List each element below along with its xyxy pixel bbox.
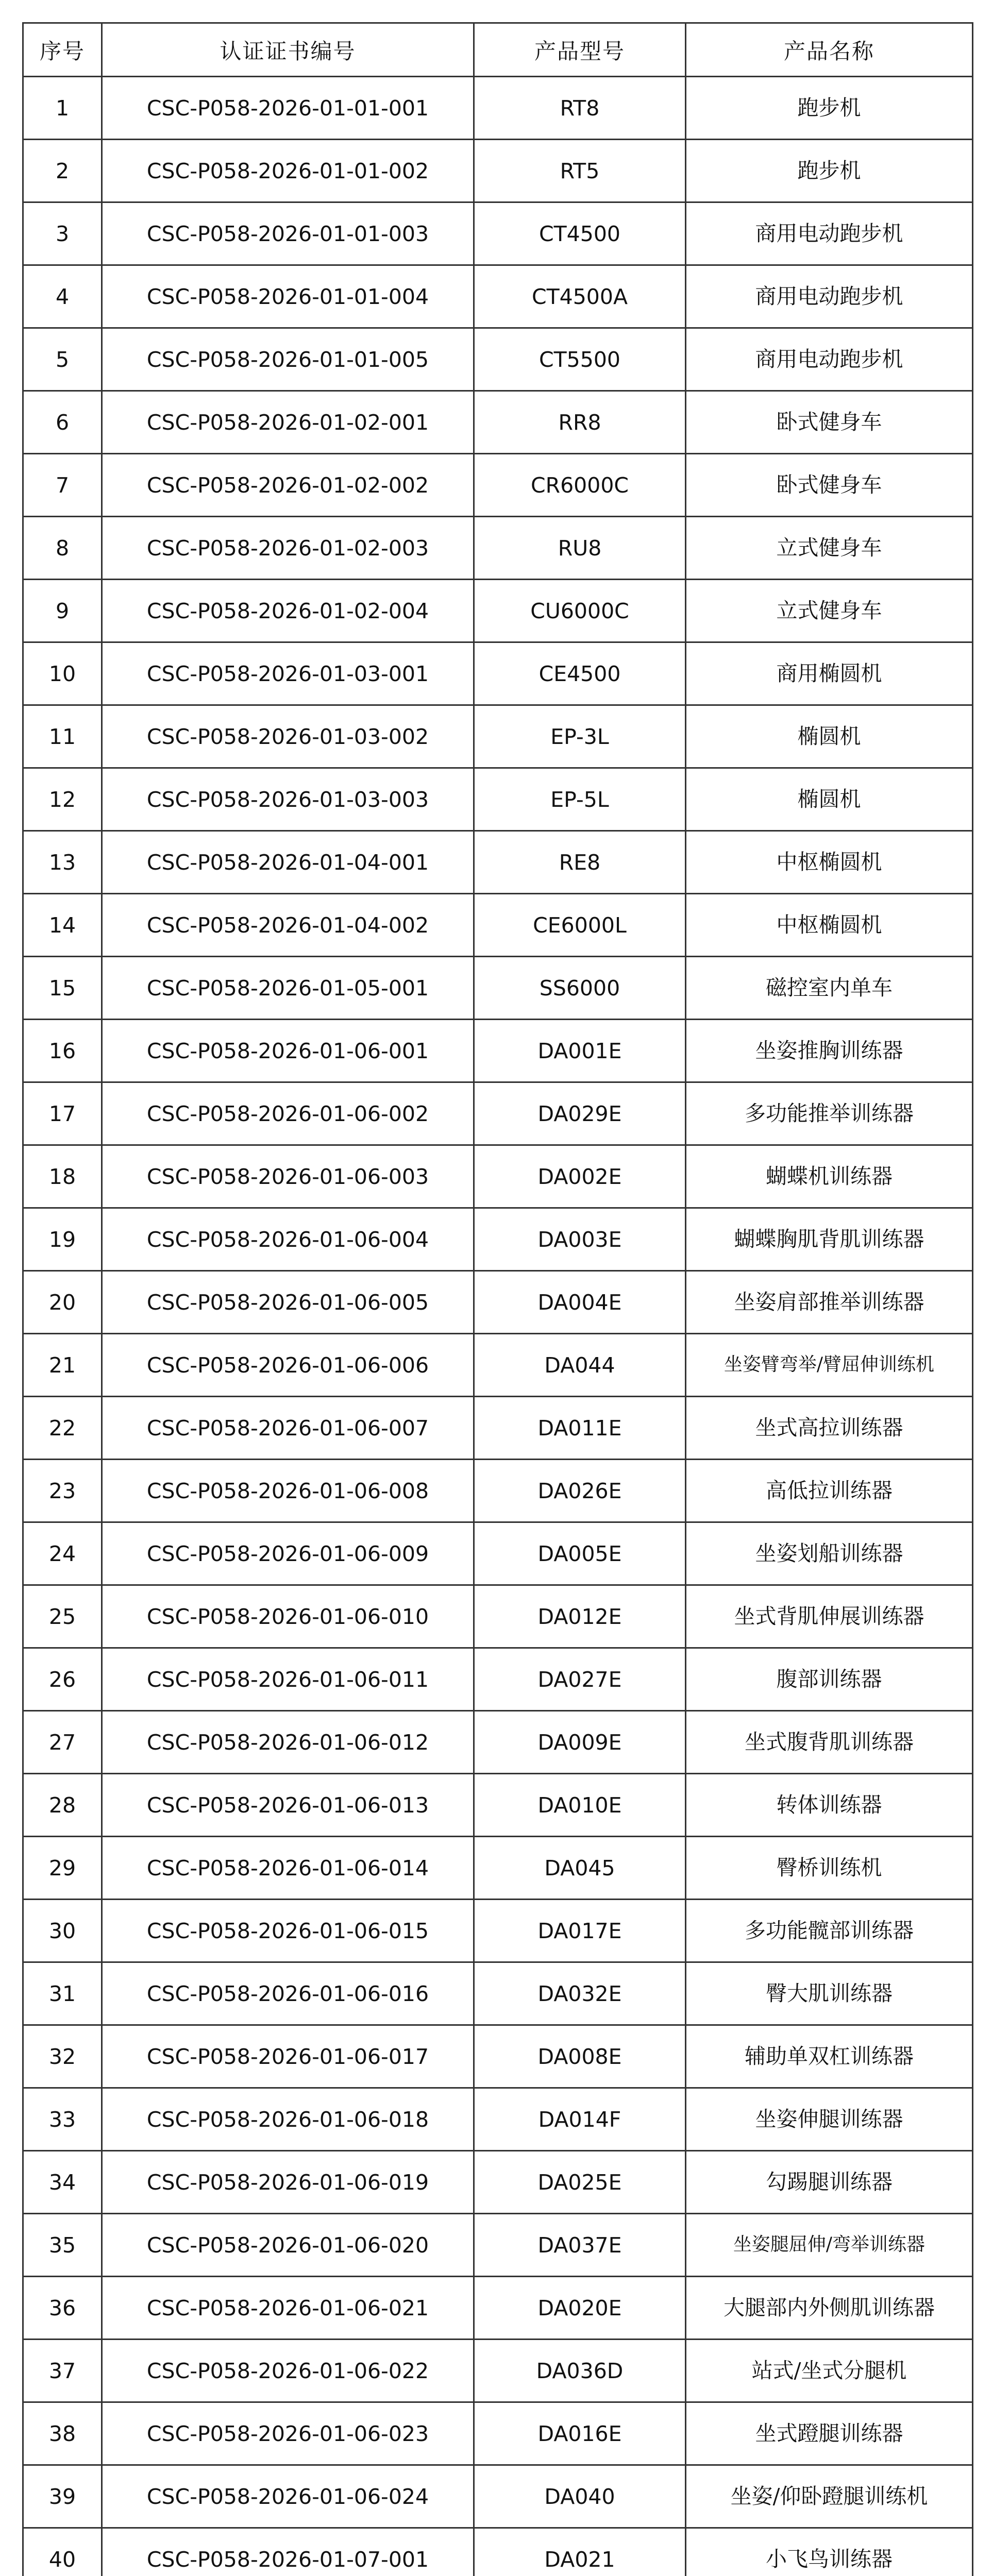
table-row	[23, 1460, 973, 1522]
cell-no: 34	[23, 2151, 102, 2214]
header-model: 产品型号	[474, 23, 686, 77]
cell-model: DA002E	[474, 1145, 686, 1208]
cell-name: 立式健身车	[686, 517, 973, 580]
cell-cert: CSC-P058-2026-01-01-005	[102, 328, 474, 391]
cell-cert: CSC-P058-2026-01-05-001	[102, 957, 474, 1020]
table-row	[23, 1648, 973, 1711]
table-row	[23, 2402, 973, 2465]
cell-name: 坐姿推胸训练器	[686, 1020, 973, 1082]
cell-cert: CSC-P058-2026-01-06-021	[102, 2277, 474, 2340]
table-row	[23, 202, 973, 265]
cell-no: 1	[23, 77, 102, 140]
cell-model: DA029E	[474, 1082, 686, 1145]
header-cert: 认证证书编号	[102, 23, 474, 77]
cell-name: 蝴蝶机训练器	[686, 1145, 973, 1208]
table-row	[23, 705, 973, 768]
table-row	[23, 140, 973, 202]
table-row	[23, 1082, 973, 1145]
table-row	[23, 1585, 973, 1648]
table-row	[23, 328, 973, 391]
cell-cert: CSC-P058-2026-01-02-002	[102, 454, 474, 517]
cell-name: 磁控室内单车	[686, 957, 973, 1020]
cell-model: DA016E	[474, 2402, 686, 2465]
cell-name: 坐姿肩部推举训练器	[686, 1271, 973, 1334]
cell-cert: CSC-P058-2026-01-01-002	[102, 140, 474, 202]
cell-no: 25	[23, 1585, 102, 1648]
cell-no: 19	[23, 1208, 102, 1271]
cell-no: 20	[23, 1271, 102, 1334]
cell-no: 10	[23, 642, 102, 705]
table-row	[23, 1397, 973, 1460]
cell-cert: CSC-P058-2026-01-06-016	[102, 1962, 474, 2025]
cell-cert: CSC-P058-2026-01-06-005	[102, 1271, 474, 1334]
cell-name: 商用电动跑步机	[686, 202, 973, 265]
table-row	[23, 642, 973, 705]
table-row	[23, 1837, 973, 1900]
cell-model: DA003E	[474, 1208, 686, 1271]
cell-name: 勾踢腿训练器	[686, 2151, 973, 2214]
cell-name: 坐姿/仰卧蹬腿训练机	[686, 2465, 973, 2528]
cell-cert: CSC-P058-2026-01-04-001	[102, 831, 474, 894]
cell-model: DA008E	[474, 2025, 686, 2088]
cell-cert: CSC-P058-2026-01-06-022	[102, 2340, 474, 2402]
cell-name: 多功能推举训练器	[686, 1082, 973, 1145]
cell-model: DA037E	[474, 2214, 686, 2277]
cell-model: CT5500	[474, 328, 686, 391]
cell-cert: CSC-P058-2026-01-06-014	[102, 1837, 474, 1900]
cell-cert: CSC-P058-2026-01-06-010	[102, 1585, 474, 1648]
cell-no: 33	[23, 2088, 102, 2151]
cell-name: 坐姿划船训练器	[686, 1522, 973, 1585]
cell-model: DA045	[474, 1837, 686, 1900]
cell-model: DA014F	[474, 2088, 686, 2151]
cell-name: 商用电动跑步机	[686, 328, 973, 391]
cell-name: 蝴蝶胸肌背肌训练器	[686, 1208, 973, 1271]
cell-name: 辅助单双杠训练器	[686, 2025, 973, 2088]
cell-cert: CSC-P058-2026-01-06-017	[102, 2025, 474, 2088]
cell-model: DA025E	[474, 2151, 686, 2214]
cell-cert: CSC-P058-2026-01-06-009	[102, 1522, 474, 1585]
cell-name: 商用椭圆机	[686, 642, 973, 705]
table-row	[23, 454, 973, 517]
cell-no: 18	[23, 1145, 102, 1208]
table-row	[23, 1271, 973, 1334]
cell-model: DA010E	[474, 1774, 686, 1837]
cell-model: DA032E	[474, 1962, 686, 2025]
cell-model: DA020E	[474, 2277, 686, 2340]
cell-cert: CSC-P058-2026-01-06-018	[102, 2088, 474, 2151]
table-row	[23, 957, 973, 1020]
header-name: 产品名称	[686, 23, 973, 77]
cell-name: 跑步机	[686, 140, 973, 202]
table-row	[23, 1522, 973, 1585]
cell-model: CU6000C	[474, 580, 686, 642]
cell-no: 12	[23, 768, 102, 831]
cell-no: 2	[23, 140, 102, 202]
cell-no: 28	[23, 1774, 102, 1837]
table-row	[23, 517, 973, 580]
table-row	[23, 2214, 973, 2277]
cell-model: DA040	[474, 2465, 686, 2528]
cell-model: RT5	[474, 140, 686, 202]
cell-no: 7	[23, 454, 102, 517]
cell-cert: CSC-P058-2026-01-02-003	[102, 517, 474, 580]
cell-model: EP-3L	[474, 705, 686, 768]
cell-name: 转体训练器	[686, 1774, 973, 1837]
table-row	[23, 2340, 973, 2402]
cell-cert: CSC-P058-2026-01-04-002	[102, 894, 474, 957]
cell-model: DA004E	[474, 1271, 686, 1334]
cell-model: DA001E	[474, 1020, 686, 1082]
cell-cert: CSC-P058-2026-01-06-006	[102, 1334, 474, 1397]
table-row	[23, 1774, 973, 1837]
table-row	[23, 2528, 973, 2576]
cell-name: 椭圆机	[686, 705, 973, 768]
cell-name: 腹部训练器	[686, 1648, 973, 1711]
cell-cert: CSC-P058-2026-01-06-019	[102, 2151, 474, 2214]
cell-name: 高低拉训练器	[686, 1460, 973, 1522]
table-row	[23, 2088, 973, 2151]
cell-cert: CSC-P058-2026-01-06-020	[102, 2214, 474, 2277]
cell-model: DA012E	[474, 1585, 686, 1648]
cell-cert: CSC-P058-2026-01-06-024	[102, 2465, 474, 2528]
cell-model: RR8	[474, 391, 686, 454]
cell-cert: CSC-P058-2026-01-06-013	[102, 1774, 474, 1837]
cell-model: DA021	[474, 2528, 686, 2576]
cell-name: 中枢椭圆机	[686, 894, 973, 957]
cell-cert: CSC-P058-2026-01-01-004	[102, 265, 474, 328]
header-no: 序号	[23, 23, 102, 77]
cell-name: 坐姿腿屈伸/弯举训练器	[686, 2214, 973, 2277]
cell-model: RE8	[474, 831, 686, 894]
cell-model: CT4500A	[474, 265, 686, 328]
cell-no: 5	[23, 328, 102, 391]
cell-name: 坐式高拉训练器	[686, 1397, 973, 1460]
cell-cert: CSC-P058-2026-01-01-001	[102, 77, 474, 140]
cell-no: 35	[23, 2214, 102, 2277]
cell-model: DA011E	[474, 1397, 686, 1460]
cell-model: EP-5L	[474, 768, 686, 831]
cell-no: 24	[23, 1522, 102, 1585]
cell-name: 坐姿臂弯举/臂屈伸训练机	[686, 1334, 973, 1397]
table-row	[23, 77, 973, 140]
table-body	[23, 77, 973, 2576]
cell-cert: CSC-P058-2026-01-03-003	[102, 768, 474, 831]
cell-cert: CSC-P058-2026-01-06-002	[102, 1082, 474, 1145]
cell-cert: CSC-P058-2026-01-06-012	[102, 1711, 474, 1774]
cell-cert: CSC-P058-2026-01-06-011	[102, 1648, 474, 1711]
table-row	[23, 265, 973, 328]
cell-name: 椭圆机	[686, 768, 973, 831]
cell-no: 32	[23, 2025, 102, 2088]
cell-model: SS6000	[474, 957, 686, 1020]
cell-no: 13	[23, 831, 102, 894]
table-row	[23, 831, 973, 894]
cell-no: 37	[23, 2340, 102, 2402]
cell-no: 17	[23, 1082, 102, 1145]
cell-name: 卧式健身车	[686, 454, 973, 517]
cell-model: RU8	[474, 517, 686, 580]
cell-model: DA044	[474, 1334, 686, 1397]
cell-model: DA026E	[474, 1460, 686, 1522]
table-row	[23, 2151, 973, 2214]
table-row	[23, 1962, 973, 2025]
cell-no: 11	[23, 705, 102, 768]
table-row	[23, 391, 973, 454]
cell-no: 14	[23, 894, 102, 957]
cell-no: 21	[23, 1334, 102, 1397]
table-row	[23, 1020, 973, 1082]
cell-no: 39	[23, 2465, 102, 2528]
table-row	[23, 1334, 973, 1397]
table-row	[23, 1711, 973, 1774]
cell-model: DA036D	[474, 2340, 686, 2402]
cell-name: 中枢椭圆机	[686, 831, 973, 894]
cell-name: 多功能髋部训练器	[686, 1900, 973, 1962]
cell-name: 小飞鸟训练器	[686, 2528, 973, 2576]
cell-no: 4	[23, 265, 102, 328]
cell-no: 8	[23, 517, 102, 580]
cell-cert: CSC-P058-2026-01-03-002	[102, 705, 474, 768]
cell-name: 坐姿伸腿训练器	[686, 2088, 973, 2151]
cell-model: CR6000C	[474, 454, 686, 517]
cell-name: 卧式健身车	[686, 391, 973, 454]
cell-cert: CSC-P058-2026-01-07-001	[102, 2528, 474, 2576]
cell-cert: CSC-P058-2026-01-06-015	[102, 1900, 474, 1962]
cell-no: 30	[23, 1900, 102, 1962]
cell-model: DA005E	[474, 1522, 686, 1585]
cell-no: 31	[23, 1962, 102, 2025]
table-row	[23, 580, 973, 642]
cell-model: CT4500	[474, 202, 686, 265]
cell-no: 40	[23, 2528, 102, 2576]
cell-no: 36	[23, 2277, 102, 2340]
cell-no: 3	[23, 202, 102, 265]
cell-no: 29	[23, 1837, 102, 1900]
cell-cert: CSC-P058-2026-01-06-003	[102, 1145, 474, 1208]
cell-name: 坐式蹬腿训练器	[686, 2402, 973, 2465]
table-row	[23, 1900, 973, 1962]
cell-name: 立式健身车	[686, 580, 973, 642]
table-row	[23, 2277, 973, 2340]
cell-name: 臀大肌训练器	[686, 1962, 973, 2025]
cell-cert: CSC-P058-2026-01-02-001	[102, 391, 474, 454]
cell-no: 16	[23, 1020, 102, 1082]
cell-no: 6	[23, 391, 102, 454]
table-row	[23, 768, 973, 831]
table-row	[23, 1145, 973, 1208]
cell-no: 38	[23, 2402, 102, 2465]
table-row	[23, 2465, 973, 2528]
cell-name: 臀桥训练机	[686, 1837, 973, 1900]
cell-cert: CSC-P058-2026-01-06-023	[102, 2402, 474, 2465]
certificate-table	[22, 22, 973, 2576]
cell-no: 27	[23, 1711, 102, 1774]
cell-no: 23	[23, 1460, 102, 1522]
cell-cert: CSC-P058-2026-01-06-007	[102, 1397, 474, 1460]
cell-model: DA009E	[474, 1711, 686, 1774]
table-row	[23, 1208, 973, 1271]
cell-cert: CSC-P058-2026-01-02-004	[102, 580, 474, 642]
cell-no: 26	[23, 1648, 102, 1711]
cell-no: 9	[23, 580, 102, 642]
cell-name: 坐式腹背肌训练器	[686, 1711, 973, 1774]
cell-name: 大腿部内外侧肌训练器	[686, 2277, 973, 2340]
cell-model: DA017E	[474, 1900, 686, 1962]
cell-cert: CSC-P058-2026-01-06-004	[102, 1208, 474, 1271]
cell-cert: CSC-P058-2026-01-03-001	[102, 642, 474, 705]
cell-cert: CSC-P058-2026-01-06-008	[102, 1460, 474, 1522]
table-row	[23, 2025, 973, 2088]
table-row	[23, 894, 973, 957]
cell-model: DA027E	[474, 1648, 686, 1711]
cell-model: CE4500	[474, 642, 686, 705]
cell-no: 15	[23, 957, 102, 1020]
cell-model: CE6000L	[474, 894, 686, 957]
cell-cert: CSC-P058-2026-01-01-003	[102, 202, 474, 265]
cell-name: 跑步机	[686, 77, 973, 140]
header-row	[23, 23, 973, 77]
cell-model: RT8	[474, 77, 686, 140]
cell-no: 22	[23, 1397, 102, 1460]
cell-cert: CSC-P058-2026-01-06-001	[102, 1020, 474, 1082]
cell-name: 商用电动跑步机	[686, 265, 973, 328]
cell-name: 站式/坐式分腿机	[686, 2340, 973, 2402]
cell-name: 坐式背肌伸展训练器	[686, 1585, 973, 1648]
